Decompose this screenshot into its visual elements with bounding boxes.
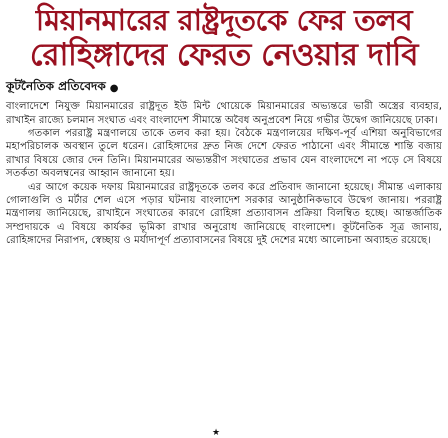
byline-bullet: ● [109, 82, 119, 94]
article-body [6, 100, 442, 247]
headline-line-2: রোহিঙ্গাদের ফেরত নেওয়ার দাবি [29, 37, 419, 74]
end-mark: ★ [212, 428, 221, 438]
headline-line-1: মিয়ানমারের রাষ্ট্রদূতকে ফের তলব [35, 3, 413, 37]
byline-reporter: কূটনৈতিক প্রতিবেদক [6, 79, 106, 94]
paragraph-1: বাংলাদেশে নিযুক্ত মিয়ানমারের রাষ্ট্রদূত ইউ মিন্ট থোয়েকে মিয়ানমারের অভ্যন্তরে ভারী অস্ত্রের ব্যবহার, রাখাইন রাজ্যে চলমান সংঘাত এবং বাংলাদেশ সীমান্তে অবৈধ অনুপ্রবেশ নিয়ে গভীর উদ্বেগ জানিয়েছে ঢাকা। [6, 101, 442, 126]
paragraph-3: এর আগে কয়েক দফায় মিয়ানমারের রাষ্ট্রদূতকে তলব করে প্রতিবাদ জানানো হয়েছে। সীমান্ত এলাকায় গোলাগুলি ও মর্টার শেল এসে পড়ার ঘটনায় বাংলাদেশ সরকার আনুষ্ঠানিকভাবে উদ্বেগ জানায়। পররাষ্ট্র মন্ত্রণালয় জানিয়েছে, রাখাইনে সংঘাতের কারণে রোহিঙ্গা প্রত্যাবাসন প্রক্রিয়া বিলম্বিত হচ্ছে। আন্তর্জাতিক সম্প্রদায়কে এ বিষয়ে কার্যকর ভূমিকা রাখার অনুরোধ জানিয়েছে বাংলাদেশ। কূটনৈতিক সূত্র জানায়, রোহিঙ্গাদের নিরাপদ, স্বেচ্ছায় ও মর্যাদাপূর্ণ প্রত্যাবাসনের বিষয়ে দুই দেশের মধ্যে আলোচনা অব্যাহত রয়েছে। [6, 181, 442, 247]
byline [6, 78, 442, 98]
paragraph-2: গতকাল পররাষ্ট্র মন্ত্রণালয়ে তাকে তলব করা হয়। বৈঠকে মন্ত্রণালয়ের দক্ষিণ-পূর্ব এশিয়া অনুবিভাগের মহাপরিচালক অবস্থান তুলে ধরেন। রোহিঙ্গাদের দ্রুত নিজ দেশে ফেরত পাঠানো এবং সীমান্তে শান্তি বজায় রাখার বিষয়ে জোর দেন তিনি। মিয়ানমারের অভ্যন্তরীণ সংঘাতের প্রভাব যেন বাংলাদেশে না পড়ে সে বিষয়ে সতর্কতা অবলম্বনের আহ্বান জানানো হয়। [6, 128, 442, 180]
